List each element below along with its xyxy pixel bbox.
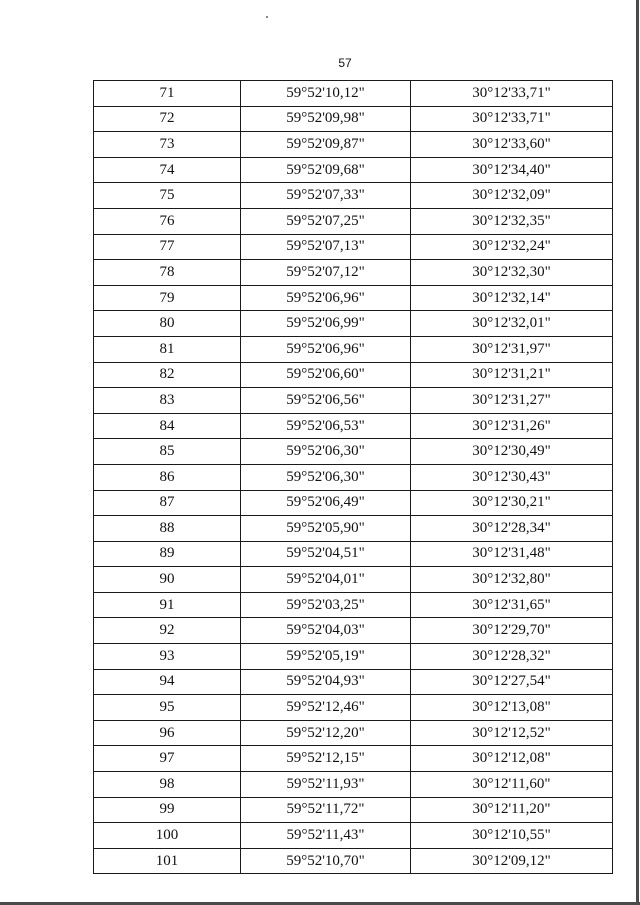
- longitude-cell: 30°12'30,43": [411, 464, 613, 490]
- scan-speck: [266, 16, 268, 18]
- table-row: [94, 848, 613, 874]
- longitude-cell: 30°12'33,60": [411, 132, 613, 158]
- longitude-cell: 30°12'31,48": [411, 541, 613, 567]
- point-number-cell: 71: [94, 81, 241, 107]
- longitude-cell: 30°12'31,97": [411, 336, 613, 362]
- point-number-cell: 99: [94, 797, 241, 823]
- point-number-cell: 94: [94, 669, 241, 695]
- point-number-cell: 100: [94, 823, 241, 849]
- longitude-cell: 30°12'28,32": [411, 644, 613, 670]
- latitude-cell: 59°52'04,93": [241, 669, 411, 695]
- latitude-cell: 59°52'11,43": [241, 823, 411, 849]
- latitude-cell: 59°52'12,46": [241, 695, 411, 721]
- table-row: [94, 183, 613, 209]
- latitude-cell: 59°52'06,49": [241, 490, 411, 516]
- latitude-cell: 59°52'09,98": [241, 106, 411, 132]
- table-row: [94, 797, 613, 823]
- page-number: 57: [338, 56, 352, 70]
- longitude-cell: 30°12'32,01": [411, 311, 613, 337]
- table-row: [94, 541, 613, 567]
- point-number-cell: 93: [94, 644, 241, 670]
- longitude-cell: 30°12'12,08": [411, 746, 613, 772]
- point-number-cell: 80: [94, 311, 241, 337]
- latitude-cell: 59°52'05,90": [241, 516, 411, 542]
- point-number-cell: 73: [94, 132, 241, 158]
- table-row: [94, 695, 613, 721]
- table-row: [94, 439, 613, 465]
- longitude-cell: 30°12'32,35": [411, 208, 613, 234]
- longitude-cell: 30°12'33,71": [411, 106, 613, 132]
- coordinates-table: [93, 80, 613, 874]
- point-number-cell: 89: [94, 541, 241, 567]
- table-row: [94, 567, 613, 593]
- longitude-cell: 30°12'10,55": [411, 823, 613, 849]
- point-number-cell: 78: [94, 260, 241, 286]
- table-row: [94, 157, 613, 183]
- latitude-cell: 59°52'12,15": [241, 746, 411, 772]
- table-row: [94, 285, 613, 311]
- point-number-cell: 97: [94, 746, 241, 772]
- point-number-cell: 95: [94, 695, 241, 721]
- latitude-cell: 59°52'06,56": [241, 388, 411, 414]
- longitude-cell: 30°12'32,24": [411, 234, 613, 260]
- longitude-cell: 30°12'27,54": [411, 669, 613, 695]
- latitude-cell: 59°52'09,87": [241, 132, 411, 158]
- table-row: [94, 490, 613, 516]
- table-row: [94, 388, 613, 414]
- latitude-cell: 59°52'10,12": [241, 81, 411, 107]
- latitude-cell: 59°52'07,13": [241, 234, 411, 260]
- table-row: [94, 669, 613, 695]
- latitude-cell: 59°52'07,12": [241, 260, 411, 286]
- table-row: [94, 208, 613, 234]
- table-row: [94, 746, 613, 772]
- latitude-cell: 59°52'06,53": [241, 413, 411, 439]
- point-number-cell: 83: [94, 388, 241, 414]
- longitude-cell: 30°12'31,21": [411, 362, 613, 388]
- latitude-cell: 59°52'06,30": [241, 464, 411, 490]
- longitude-cell: 30°12'32,14": [411, 285, 613, 311]
- table-row: [94, 81, 613, 107]
- longitude-cell: 30°12'32,30": [411, 260, 613, 286]
- point-number-cell: 77: [94, 234, 241, 260]
- table-row: [94, 516, 613, 542]
- longitude-cell: 30°12'32,80": [411, 567, 613, 593]
- table-row: [94, 132, 613, 158]
- longitude-cell: 30°12'12,52": [411, 720, 613, 746]
- point-number-cell: 87: [94, 490, 241, 516]
- table-row: [94, 311, 613, 337]
- longitude-cell: 30°12'13,08": [411, 695, 613, 721]
- latitude-cell: 59°52'06,60": [241, 362, 411, 388]
- table-row: [94, 336, 613, 362]
- table-row: [94, 644, 613, 670]
- latitude-cell: 59°52'04,51": [241, 541, 411, 567]
- point-number-cell: 86: [94, 464, 241, 490]
- point-number-cell: 82: [94, 362, 241, 388]
- table-row: [94, 106, 613, 132]
- longitude-cell: 30°12'31,65": [411, 592, 613, 618]
- table-row: [94, 823, 613, 849]
- latitude-cell: 59°52'09,68": [241, 157, 411, 183]
- point-number-cell: 91: [94, 592, 241, 618]
- point-number-cell: 98: [94, 772, 241, 798]
- longitude-cell: 30°12'32,09": [411, 183, 613, 209]
- longitude-cell: 30°12'33,71": [411, 81, 613, 107]
- longitude-cell: 30°12'11,20": [411, 797, 613, 823]
- latitude-cell: 59°52'11,72": [241, 797, 411, 823]
- point-number-cell: 88: [94, 516, 241, 542]
- point-number-cell: 85: [94, 439, 241, 465]
- latitude-cell: 59°52'06,96": [241, 336, 411, 362]
- scan-edge-right: [636, 0, 639, 905]
- table-row: [94, 618, 613, 644]
- table-row: [94, 720, 613, 746]
- point-number-cell: 79: [94, 285, 241, 311]
- longitude-cell: 30°12'11,60": [411, 772, 613, 798]
- point-number-cell: 75: [94, 183, 241, 209]
- point-number-cell: 81: [94, 336, 241, 362]
- point-number-cell: 90: [94, 567, 241, 593]
- longitude-cell: 30°12'30,21": [411, 490, 613, 516]
- longitude-cell: 30°12'34,40": [411, 157, 613, 183]
- coordinates-table-body: [94, 81, 613, 874]
- longitude-cell: 30°12'29,70": [411, 618, 613, 644]
- point-number-cell: 76: [94, 208, 241, 234]
- table-row: [94, 260, 613, 286]
- longitude-cell: 30°12'30,49": [411, 439, 613, 465]
- latitude-cell: 59°52'04,03": [241, 618, 411, 644]
- latitude-cell: 59°52'05,19": [241, 644, 411, 670]
- longitude-cell: 30°12'31,26": [411, 413, 613, 439]
- latitude-cell: 59°52'12,20": [241, 720, 411, 746]
- point-number-cell: 72: [94, 106, 241, 132]
- latitude-cell: 59°52'06,30": [241, 439, 411, 465]
- table-row: [94, 772, 613, 798]
- table-row: [94, 362, 613, 388]
- latitude-cell: 59°52'06,96": [241, 285, 411, 311]
- latitude-cell: 59°52'04,01": [241, 567, 411, 593]
- table-row: [94, 464, 613, 490]
- point-number-cell: 84: [94, 413, 241, 439]
- latitude-cell: 59°52'06,99": [241, 311, 411, 337]
- latitude-cell: 59°52'11,93": [241, 772, 411, 798]
- point-number-cell: 101: [94, 848, 241, 874]
- longitude-cell: 30°12'09,12": [411, 848, 613, 874]
- longitude-cell: 30°12'28,34": [411, 516, 613, 542]
- longitude-cell: 30°12'31,27": [411, 388, 613, 414]
- table-row: [94, 234, 613, 260]
- point-number-cell: 74: [94, 157, 241, 183]
- table-row: [94, 592, 613, 618]
- latitude-cell: 59°52'03,25": [241, 592, 411, 618]
- latitude-cell: 59°52'10,70": [241, 848, 411, 874]
- point-number-cell: 96: [94, 720, 241, 746]
- table-row: [94, 413, 613, 439]
- point-number-cell: 92: [94, 618, 241, 644]
- latitude-cell: 59°52'07,33": [241, 183, 411, 209]
- latitude-cell: 59°52'07,25": [241, 208, 411, 234]
